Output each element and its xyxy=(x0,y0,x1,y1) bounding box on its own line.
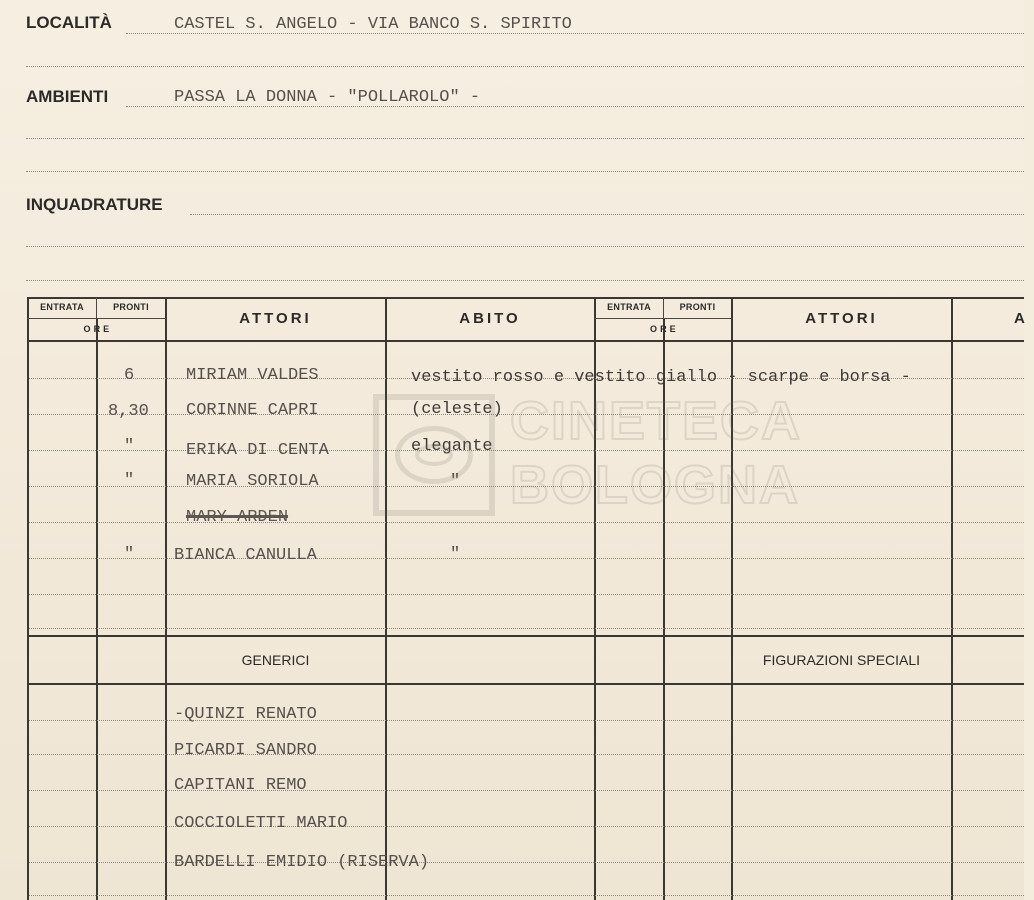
generici-item: BARDELLI EMIDIO (RISERVA) xyxy=(174,853,430,872)
attore-cell: CORINNE CAPRI xyxy=(186,401,319,420)
dotted-line xyxy=(26,171,1024,172)
watermark-line1: CINETECA xyxy=(510,391,803,451)
generici-item: -QUINZI RENATO xyxy=(174,705,317,724)
figurazioni-speciali-header: FIGURAZIONI SPECIALI xyxy=(762,652,921,668)
generici-item: CAPITANI REMO xyxy=(174,776,307,795)
attore-cell: BIANCA CANULLA xyxy=(174,546,317,565)
pronti-header-right: PRONTI xyxy=(679,302,716,312)
attori-header: ATTORI xyxy=(239,310,312,327)
abito-cell: " xyxy=(450,545,461,564)
attore-cell: MIRIAM VALDES xyxy=(186,366,319,385)
dotted-line xyxy=(26,280,1024,281)
attore-cell: MARIA SORIOLA xyxy=(186,472,319,491)
localita-value: CASTEL S. ANGELO - VIA BANCO S. SPIRITO xyxy=(174,15,572,34)
abito-cell: vestito rosso e vestito giallo - scarpe e borsa - xyxy=(411,368,911,387)
ambienti-label: AMBIENTI xyxy=(26,87,109,106)
dotted-line xyxy=(26,66,1024,67)
attore-cell: ERIKA DI CENTA xyxy=(186,441,329,460)
pronti-cell: 6 xyxy=(124,366,135,385)
abito-header: ABITO xyxy=(459,310,521,327)
ambienti-value: PASSA LA DONNA - "POLLAROLO" - xyxy=(174,88,481,107)
abito-cell: elegante xyxy=(411,437,493,456)
attori-header-right: ATTORI xyxy=(805,310,878,327)
generici-header: GENERICI xyxy=(241,652,310,668)
pronti-cell: " xyxy=(124,545,135,564)
pronti-cell: " xyxy=(124,471,135,490)
attore-cell-struck: MARY ARDEN xyxy=(186,508,289,527)
generici-item: PICARDI SANDRO xyxy=(174,741,317,760)
inquadrature-label: INQUADRATURE xyxy=(26,195,163,214)
abito-cell: (celeste) xyxy=(411,400,503,419)
generici-item: COCCIOLETTI MARIO xyxy=(174,814,348,833)
ore-header-right: O R E xyxy=(649,324,676,334)
entrata-header: ENTRATA xyxy=(40,302,84,312)
pronti-header: PRONTI xyxy=(113,302,149,312)
ore-header: O R E xyxy=(83,324,110,334)
watermark-line2: BOLOGNA xyxy=(510,455,800,515)
dotted-line xyxy=(26,138,1024,139)
film-reel-logo-icon xyxy=(373,394,495,516)
localita-label: LOCALITÀ xyxy=(26,13,112,32)
cineteca-bologna-watermark xyxy=(345,382,803,532)
abito-cell: " xyxy=(450,472,461,491)
entrata-header-right: ENTRATA xyxy=(607,302,651,312)
pronti-cell: 8,30 xyxy=(108,402,149,421)
pronti-cell: " xyxy=(124,437,135,456)
abito-header-right: A xyxy=(1014,310,1028,327)
dotted-line xyxy=(26,246,1024,247)
inquadrature-line xyxy=(190,214,1024,215)
